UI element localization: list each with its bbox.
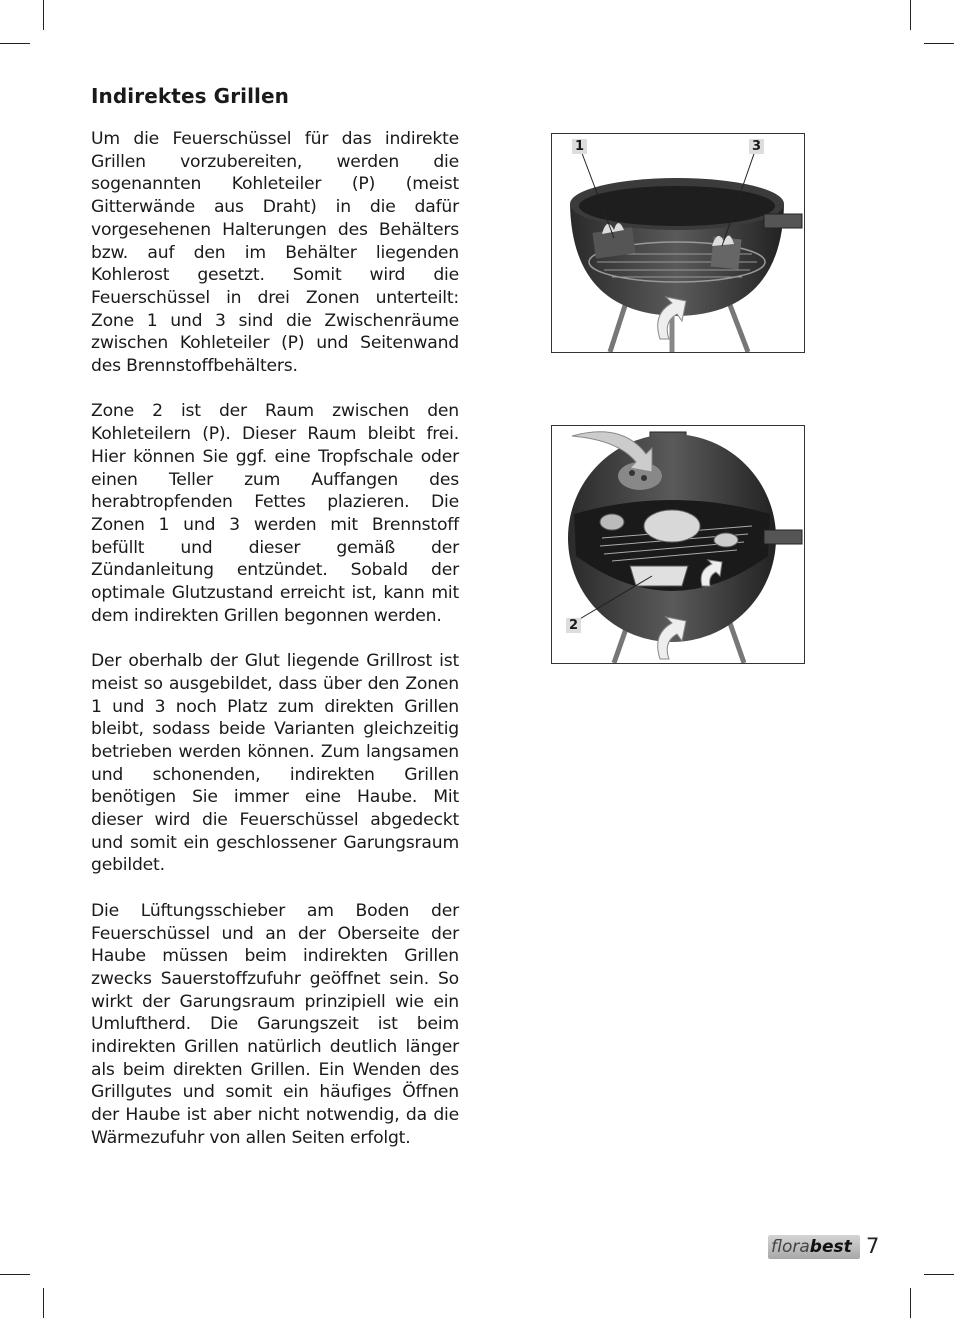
paragraph: Der oberhalb der Glut liegende Grillrost ist meist so ausgebildet, dass über den Zonen 1 und 3 noch Platz zum direkten Grillen bleibt, sodass beide Varianten gleichzeitig betrieben werden können. Zum langsamen und schonenden, indirekten Grillen benötigen Sie immer eine Haube. Mit dieser wird die Feuerschüssel abgedeckt und somit ein geschlossener Garungsraum gebildet. (91, 651, 459, 876)
crop-mark (43, 0, 44, 30)
brand-logo (768, 1235, 860, 1259)
callout-zone-2: 2 (566, 618, 581, 633)
section-heading: Indirektes Grillen (91, 84, 290, 108)
figure-indirect-grilling (551, 425, 805, 664)
callout-zone-1: 1 (572, 139, 587, 154)
paragraph: Die Lüftungsschieber am Boden der Feuerschüssel und an der Oberseite der Haube müssen beim indirekten Grillen zwecks Sauerstoffzufuhr geöffnet sein. So wirkt der Garungsraum prinzipiell wie ein Umluftherd. Die Garungszeit ist beim indirekten Grillen natürlich deutlich länger als beim direkten Grillen. Ein Wenden des Grillgutes und somit ein häufiges Öffnen der Haube ist aber nicht notwendig, da die Wärmezufuhr von allen Seiten erfolgt. (91, 900, 459, 1148)
page-number: 7 (866, 1234, 880, 1258)
brand-text-best: best (809, 1237, 852, 1257)
crop-mark (910, 0, 911, 30)
crop-mark (0, 43, 30, 44)
crop-mark (924, 1274, 954, 1275)
brand-text-flora: flora (771, 1237, 810, 1257)
paragraph: Zone 2 ist der Raum zwischen den Kohleteilern (P). Dieser Raum bleibt frei. Hier können Sie ggf. eine Tropfschale oder einen Teller zum Auffangen des herabtropfenden Fettes plazieren. Die Zonen 1 und 3 werden mit Brennstoff befüllt und dieser gemäß der Zündanleitung entzündet. Sobald der optimale Glutzustand erreicht ist, kann mit dem indirekten Grillen begonnen werden. (91, 401, 459, 626)
crop-mark (0, 1274, 30, 1275)
paragraph: Um die Feuerschüssel für das indirekte Grillen vorzubereiten, werden die sogenannten Kohleteiler (P) (meist Gitterwände aus Draht) in die dafür vorgesehenen Halterungen des Behälters bzw. auf den im Behälter liegenden Kohlerost gesetzt. Somit wird die Feuerschüssel in drei Zonen unterteilt: Zone 1 und 3 sind die Zwischenräume zwischen Kohleteiler (P) und Seitenwand des Brennstoffbehälters. (91, 129, 459, 377)
crop-mark (924, 43, 954, 44)
callout-zone-3: 3 (749, 139, 764, 154)
body-text (91, 128, 459, 1172)
crop-mark (43, 1288, 44, 1318)
crop-mark (910, 1288, 911, 1318)
figure-charcoal-zones (551, 133, 805, 353)
